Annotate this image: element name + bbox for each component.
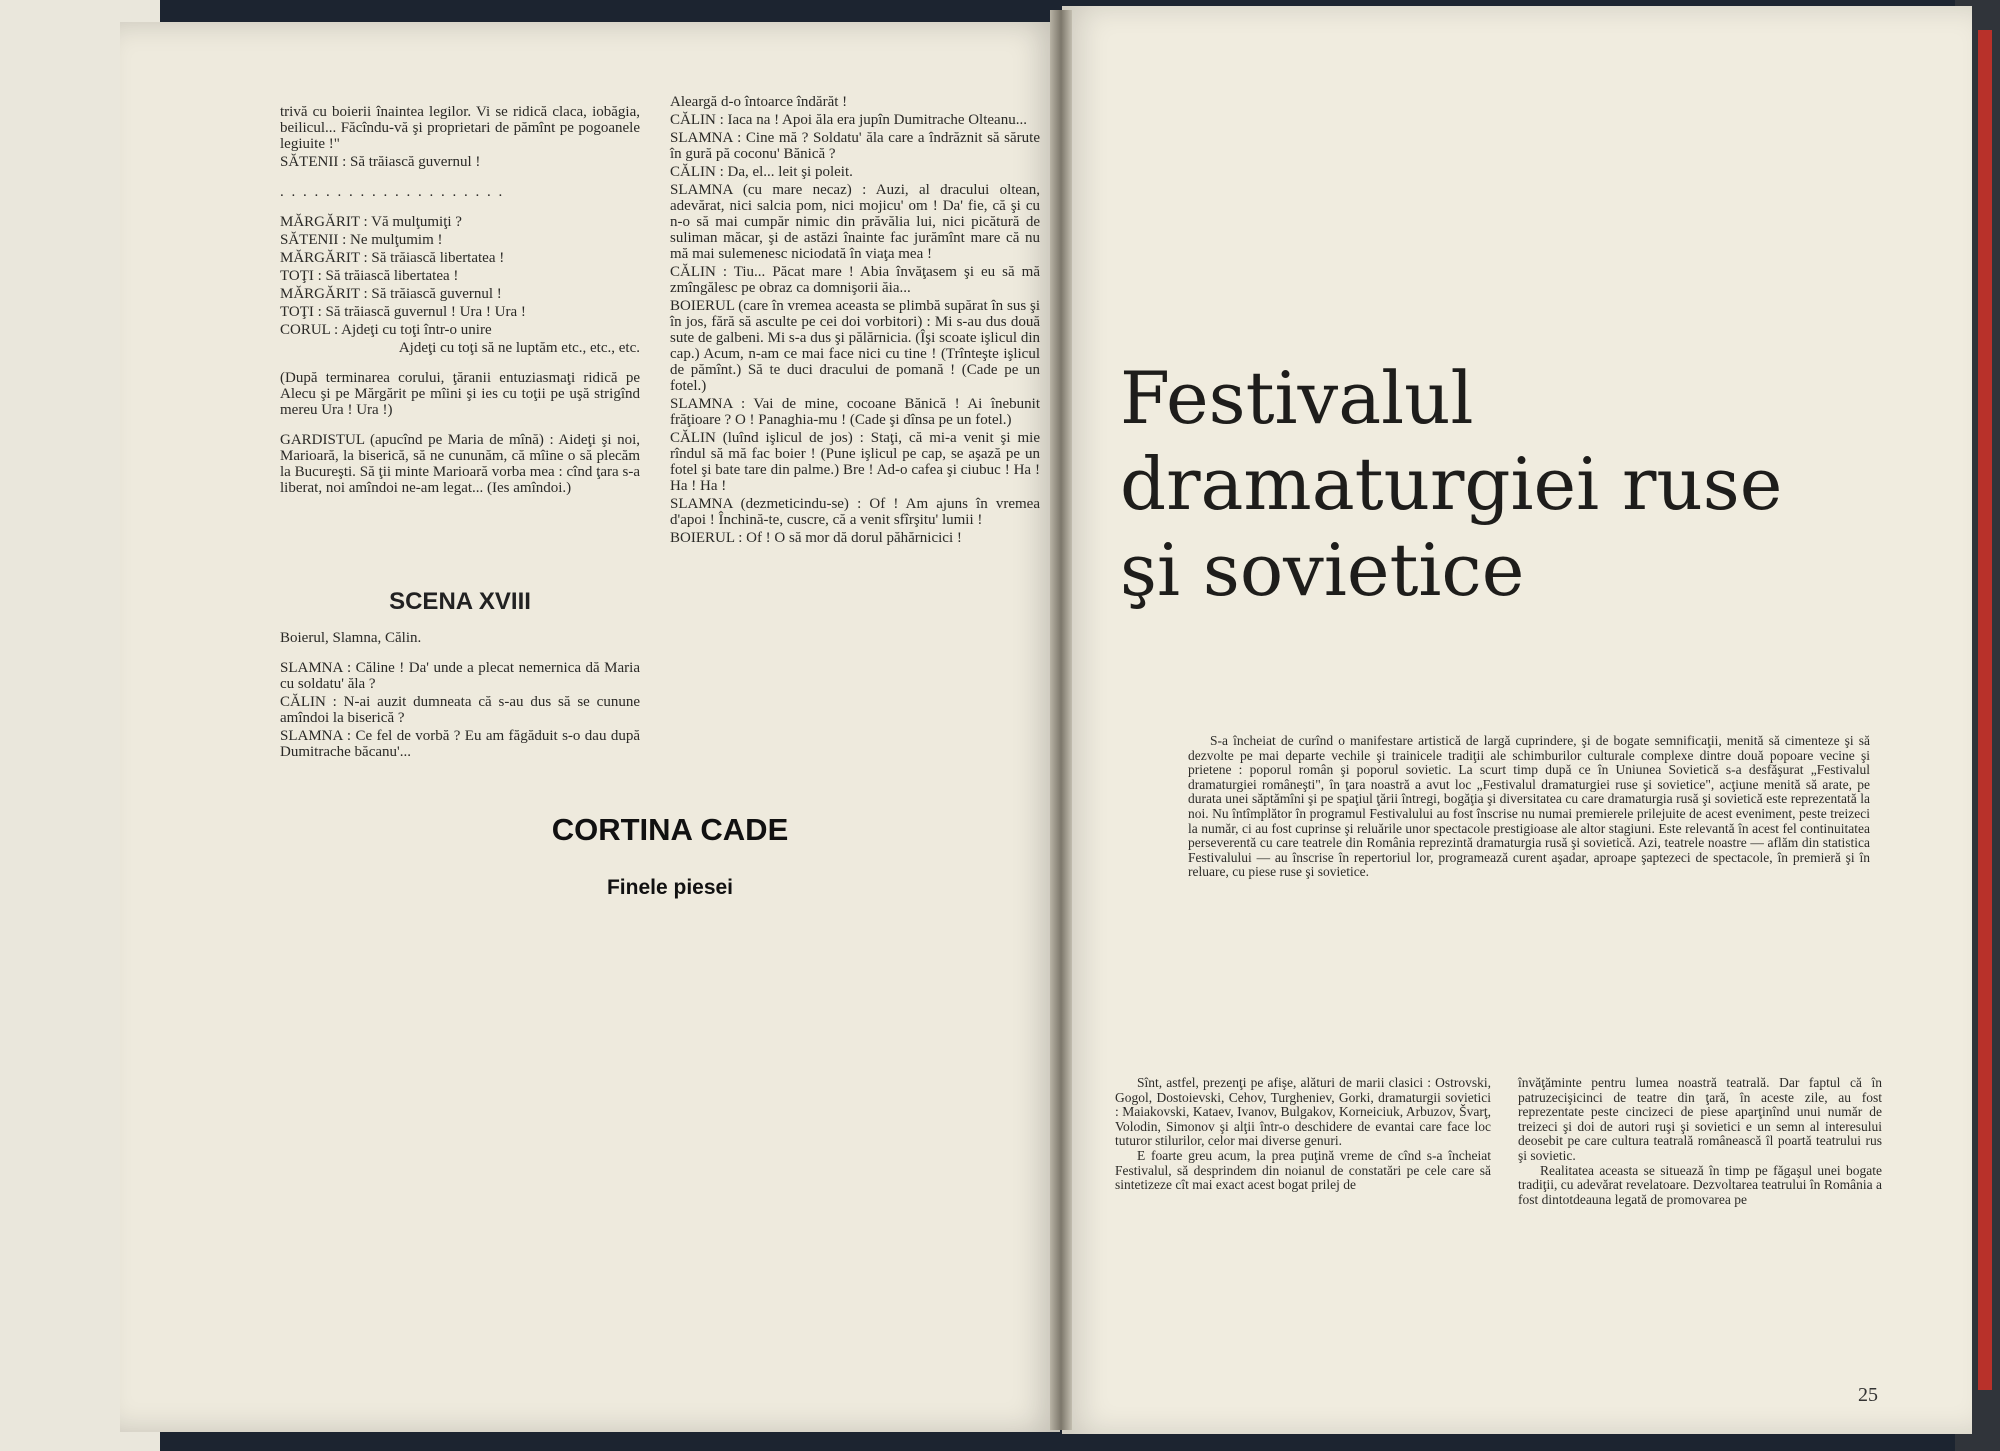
script-line: MĂRGĂRIT : Vă mulţumiţi ? [280,214,462,230]
script-line: SLAMNA (dezmeticindu-se) : Of ! Am ajuns în vremea d'apoi ! Închină-te, cuscre, că a venit sfîrşitu' lumii ! [670,496,1040,528]
script-line: TOŢI : Să trăiască guvernul ! Ura ! Ura ! [280,304,526,320]
body-paragraph: E foarte greu acum, la prea puţină vreme de cînd s-a încheiat Festivalul, să desprindem din noianul de constatări pe cele care să sintetizeze cît mai exact acest bogat prilej de [1115,1147,1491,1193]
book-gutter [1050,10,1072,1430]
title-line: dramaturgiei ruse [1120,442,1783,526]
script-line: trivă cu boierii înaintea legilor. Vi se ridică claca, iobăgia, beilicul... Făcîndu-vă şi proprietari de pămînt pe pogoanele legiuite !" [280,104,640,152]
script-line: MĂRGĂRIT : Să trăiască guvernul ! [280,286,502,302]
article-column-b [1518,1076,1882,1207]
article-title [1120,355,1840,613]
script-line: Ajdeţi cu toţi să ne luptăm etc., etc., etc. [398,340,640,356]
red-tab [1978,30,1992,1390]
article-column-a [1115,1076,1491,1193]
script-line: SLAMNA : Căline ! Da' unde a plecat nemernica dă Maria cu soldatu' ăla ? [280,660,640,692]
script-line: CĂLIN : Da, el... leit şi poleit. [670,164,853,180]
end-of-play-label: Finele piesei [606,876,734,899]
dots-separator: . . . . . . . . . . . . . . . . . . . . [280,184,505,200]
script-line: SLAMNA : Cine mă ? Soldatu' ăla care a îndrăznit să sărute în gură pă coconu' Bănică ? [670,130,1040,162]
curtain-falls-heading: CORTINA CADE [551,812,789,847]
script-line: CĂLIN : Iaca na ! Apoi ăla era jupîn Dumitrache Olteanu... [670,112,1027,128]
scene-heading: SCENA XVIII [389,588,531,615]
script-line: CĂLIN (luînd işlicul de jos) : Staţi, că mi-a venit şi mie rîndul să mă fac boier ! (Pune işlicul pe cap, se aşază pe un fotel şi bate tare din palme.) Bre ! Ad-o cafea şi ciubuc ! Ha ! Ha ! Ha ! [670,430,1040,494]
script-line: CĂLIN : N-ai auzit dumneata că s-au dus să se cunune amîndoi la biserică ? [280,694,640,726]
script-line: GARDISTUL (apucînd pe Maria de mînă) : Aideţi şi noi, Marioară, la biserică, să ne cununăm, că mîine o să plecăm la Bucureşti. Să ţii minte Marioară vorba mea : cînd ţara s-a liberat, noi amîndoi ne-am legat... (Ies amîndoi.) [280,432,640,496]
script-line: Aleargă d-o întoarce îndărăt ! [670,94,848,110]
script-line: SĂTENII : Ne mulţumim ! [280,232,443,248]
script-column-left-end [280,630,640,762]
page-number: 25 [1858,1384,1878,1406]
stage-direction: (După terminarea corului, ţăranii entuziasmaţi ridică pe Alecu şi pe Mărgărit pe mîini şi ies cu toţii pe uşă strigînd mereu Ura ! Ura !) [280,370,640,418]
right-page [1062,6,1972,1434]
script-line: TOŢI : Să trăiască libertatea ! [280,268,459,284]
body-paragraph: Sînt, astfel, prezenţi pe afişe, alături de marii clasici : Ostrovski, Gogol, Dostoievski, Cehov, Turgheniev, Gorki, dramaturgii sovietici : Maiakovski, Kataev, Ivanov, Bulgakov, Korneiciuk, Arbuzov, Švarţ, Volodin, Simonov şi alţii într-o deschidere de evantai care face loc tuturor stilurilor, celor mai diverse genuri. [1115,1075,1491,1149]
article-lead [1188,734,1870,880]
title-line: şi sovietice [1120,528,1525,612]
script-line: BOIERUL (care în vremea aceasta se plimbă supărat în sus şi în jos, fără să asculte pe cei doi vorbitori) : Mi s-au dus două sute de galbeni. Mi s-a dus şi pălărnicia. (Îşi scoate işlicul din cap.) Acum, n-am ce mai face nici cu tine ! (Trînteşte işlicul de pămînt.) Să te duci dracului de pomană ! (Cade pe un fotel.) [670,298,1040,394]
script-line: SLAMNA : Ce fel de vorbă ? Eu am făgăduit s-o dau după Dumitrache băcanu'... [280,728,640,760]
body-paragraph: învăţăminte pentru lumea noastră teatrală. Dar faptul că în patruzecişicinci de teatre din ţară, în aceste zile, au fost reprezentate peste cincizeci de piese aparţinînd unui număr de treizeci şi doi de autori ruşi şi sovietici e un semn al interesului deosebit pe care cultura teatrală românească îl poartă teatrului rus şi sovietic. [1518,1075,1882,1163]
script-line: SLAMNA (cu mare necaz) : Auzi, al dracului oltean, adevărat, nici salcia pom, nici mojicu' om ! Da' fie, că şi cu n-o să mai cumpăr nimic din prăvălia lui, nici picătură de suliman măcar, şi de astăzi înainte fac jurămînt mare că nu mă mai sulemenesc niciodată în viaţa mea ! [670,182,1040,262]
script-line: CORUL : Ajdeţi cu toţi într-o unire [280,322,492,338]
scene-cast: Boierul, Slamna, Călin. [280,630,422,646]
script-column-left [280,104,640,498]
script-line: SLAMNA : Vai de mine, cocoane Bănică ! Ai înebunit frăţioare ? O ! Panaghia-mu ! (Cade şi dînsa pe un fotel.) [670,396,1040,428]
script-column-right [670,94,1040,548]
script-line: BOIERUL : Of ! O să mor dă dorul păhărnicici ! [670,530,962,546]
script-line: SĂTENII : Să trăiască guvernul ! [280,154,481,170]
title-line: Festivalul [1120,356,1474,440]
body-paragraph: Realitatea aceasta se situează în timp pe făgaşul unei bogate tradiţii, cu adevărat revelatoare. Dezvoltarea teatrului în România a fost dintotdeauna legată de promovarea pe [1518,1162,1882,1207]
script-line: MĂRGĂRIT : Să trăiască libertatea ! [280,250,505,266]
script-line: CĂLIN : Tiu... Păcat mare ! Abia învăţasem şi eu să mă zmîngălesc pe obraz ca domnişorii ăia... [670,264,1040,296]
lead-paragraph: S-a încheiat de curînd o manifestare artistică de largă cuprindere, şi de bogate semnificaţii, menită să cimenteze şi să dezvolte pe mai departe vechile şi trainicele tradiţii ale schimburilor culturale complexe dintre două popoare vecine şi prietene : poporul român şi poporul sovietic. La scurt timp după ce în Uniunea Sovietică s-a desfăşurat „Festivalul dramaturgiei româneşti", în ţara noastră a avut loc „Festivalul dramaturgiei ruse şi sovietice", acţiune menită să arate, pe durata unei săptămîni şi pe spaţiul ţării întregi, bogăţia şi diversitatea cu care dramaturgia rusă şi sovietică este reprezentată la noi. Nu întîmplător în programul Festivalului au fost înscrise nu numai premierele prilejuite de acest eveniment, peste treizeci la număr, ci au fost cuprinse şi reluările unor spectacole prestigioase ale altor stagiuni. Este relevantă în acest fel continuitatea perseverentă cu care teatrele din România reprezintă dramaturgia rusă şi sovietică. Azi, teatrele noastre — aflăm din statistica Festivalului — au înscrise în repertoriul lor, programează curent aşadar, aproape şaptezeci de spectacole, în premieră şi în reluare, cu piese ruse şi sovietice. [1188,733,1870,880]
